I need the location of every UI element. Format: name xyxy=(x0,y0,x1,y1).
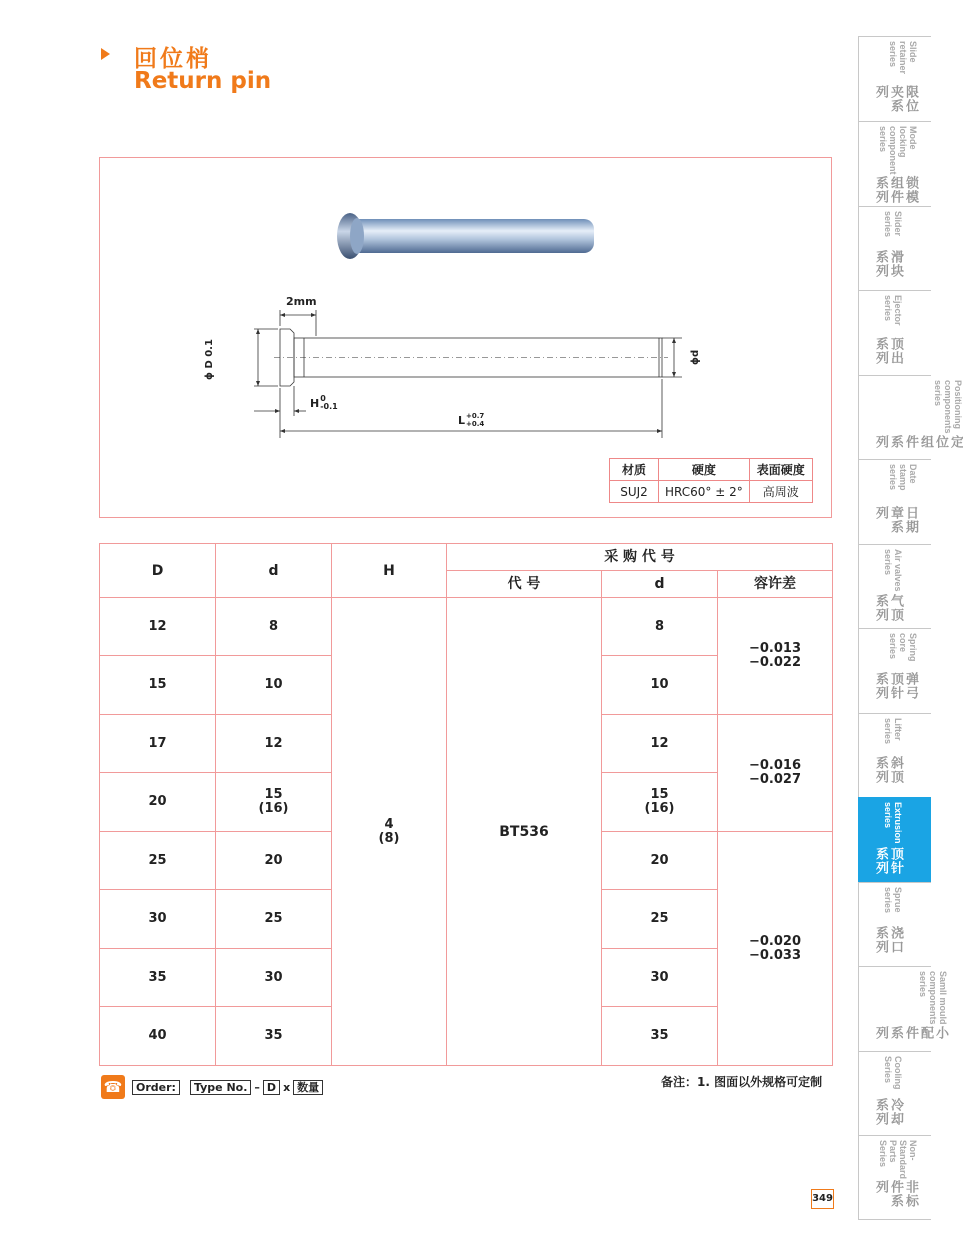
return-pin-photo xyxy=(336,212,601,260)
cell-tolerance: −0.013 −0.022 xyxy=(718,598,833,715)
nav-item-en: Date stamp series xyxy=(888,464,918,491)
nav-item-en: Extrusion series xyxy=(883,802,903,844)
page-title-cn: 回位梢 xyxy=(134,46,212,72)
table-row xyxy=(100,598,833,656)
nav-item-extrusion[interactable] xyxy=(858,797,931,882)
nav-item-en: Sprue series xyxy=(883,887,903,914)
nav-item-en: Positioning components series xyxy=(933,380,963,434)
cell-d: 30 xyxy=(216,949,332,1007)
material-header-cell: 表面硬度 xyxy=(749,459,812,481)
order-code-row xyxy=(101,1075,323,1099)
series-side-nav xyxy=(858,36,963,1220)
nav-item-en: Cooling Series xyxy=(883,1056,903,1090)
material-value-cell: HRC60° ± 2° xyxy=(659,481,750,503)
order-d: D xyxy=(263,1080,280,1095)
cell-d2: 30 xyxy=(602,949,718,1007)
cell-d: 10 xyxy=(216,656,332,715)
nav-item-cooling[interactable] xyxy=(858,1051,931,1135)
page-title-en: Return pin xyxy=(134,68,272,94)
material-header-cell: 材质 xyxy=(610,459,659,481)
nav-item-small-components[interactable] xyxy=(858,966,948,1051)
header-tolerance: 容许差 xyxy=(718,571,833,598)
nav-item-slider[interactable] xyxy=(858,206,931,290)
cell-H: 4 (8) xyxy=(332,598,447,1066)
nav-item-en: Spring core series xyxy=(888,633,918,662)
cell-D: 30 xyxy=(100,890,216,949)
spec-table xyxy=(99,543,833,1066)
nav-item-lifter[interactable] xyxy=(858,713,931,797)
dim-L-label xyxy=(458,412,484,428)
material-header-cell: 硬度 xyxy=(659,459,750,481)
cell-D: 17 xyxy=(100,715,216,773)
dim-H-lower: -0.1 xyxy=(320,402,338,411)
nav-item-cn: 顶针系列 xyxy=(873,846,903,875)
material-header-row xyxy=(610,459,813,481)
cell-tolerance: −0.020 −0.033 xyxy=(718,832,833,1066)
cell-d: 15 (16) xyxy=(216,773,332,832)
header-D: D xyxy=(100,544,216,598)
cell-D: 40 xyxy=(100,1007,216,1066)
nav-item-cn: 斜顶系列 xyxy=(873,756,903,785)
cell-tolerance: −0.016 −0.027 xyxy=(718,715,833,832)
nav-item-en: Slide retainer series xyxy=(888,41,918,75)
dim-d-label: ϕd xyxy=(690,349,701,365)
nav-item-positioning[interactable] xyxy=(858,375,963,459)
nav-item-spring-core[interactable] xyxy=(858,628,931,713)
nav-item-cn: 滑块系列 xyxy=(873,250,903,279)
cell-d2: 35 xyxy=(602,1007,718,1066)
dim-L-lower: +0.4 xyxy=(466,420,485,428)
order-label: Order: xyxy=(132,1080,180,1095)
header-code: 代 号 xyxy=(447,571,602,598)
cell-d2: 25 xyxy=(602,890,718,949)
nav-item-en: Slider series xyxy=(883,211,903,238)
nav-item-sprue[interactable] xyxy=(858,882,931,966)
nav-item-cn: 弹弓顶针系列 xyxy=(873,672,918,701)
material-value-cell: SUJ2 xyxy=(610,481,659,503)
cell-d2: 20 xyxy=(602,832,718,890)
nav-item-cn: 气顶系列 xyxy=(873,593,903,622)
cell-d2: 10 xyxy=(602,656,718,715)
nav-item-en: Lifter series xyxy=(883,718,903,745)
cell-d: 35 xyxy=(216,1007,332,1066)
cell-D: 25 xyxy=(100,832,216,890)
cell-D: 20 xyxy=(100,773,216,832)
cell-D: 12 xyxy=(100,598,216,656)
nav-item-cn: 冷却系列 xyxy=(873,1098,903,1127)
nav-item-en: Mode locking component series xyxy=(878,126,918,175)
nav-item-cn: 锁模组件系列 xyxy=(873,175,918,204)
dim-H-upper: 0 xyxy=(320,394,326,403)
page-number: 349 xyxy=(811,1189,834,1209)
nav-item-cn: 日期章系列 xyxy=(873,506,918,535)
cell-d: 25 xyxy=(216,890,332,949)
dim-2mm-label: 2mm xyxy=(286,295,317,308)
nav-item-cn: 顶出系列 xyxy=(873,336,903,365)
nav-item-cn: 限位夹系列 xyxy=(873,85,918,114)
cell-d: 12 xyxy=(216,715,332,773)
material-value-cell: 高周波 xyxy=(749,481,812,503)
cell-d2: 8 xyxy=(602,598,718,656)
order-x: x xyxy=(283,1080,291,1094)
dim-H-label xyxy=(310,395,338,411)
nav-item-air-valves[interactable] xyxy=(858,544,931,628)
nav-item-mode-locking[interactable] xyxy=(858,121,931,206)
order-dash: – xyxy=(254,1080,260,1094)
dim-H-symbol: H xyxy=(310,396,320,410)
order-quantity: 数量 xyxy=(293,1080,323,1095)
nav-item-cn: 小配件系列 xyxy=(873,1025,948,1040)
header-H: H xyxy=(332,544,447,598)
title-arrow-icon xyxy=(101,48,110,60)
material-table xyxy=(609,458,813,503)
nav-item-cn: 定位组件系列 xyxy=(873,434,963,449)
order-type-no: Type No. xyxy=(190,1080,251,1095)
cell-d: 8 xyxy=(216,598,332,656)
nav-item-slide-retainer[interactable] xyxy=(858,36,931,121)
nav-item-en: Samll mould components series xyxy=(918,971,948,1025)
dim-D-label: ϕ D 0.1 xyxy=(204,339,215,380)
dim-L-upper: +0.7 xyxy=(466,412,485,420)
remark-note: 备注：1. 图面以外规格可定制 xyxy=(661,1075,823,1089)
nav-item-ejector[interactable] xyxy=(858,290,931,375)
header-purchase-code: 采 购 代 号 xyxy=(447,544,833,571)
spec-header-row-1 xyxy=(100,544,833,571)
nav-item-en: Air valves series xyxy=(883,549,903,592)
phone-icon: ☎ xyxy=(101,1075,125,1099)
cell-code: BT536 xyxy=(447,598,602,1066)
header-d2: d xyxy=(602,571,718,598)
nav-item-en: Ejector series xyxy=(883,295,903,326)
figure-panel xyxy=(99,157,832,518)
technical-drawing xyxy=(234,288,674,438)
nav-item-date-stamp[interactable] xyxy=(858,459,931,544)
nav-item-cn: 浇口系列 xyxy=(873,926,903,955)
cell-D: 15 xyxy=(100,656,216,715)
cell-d2: 15 (16) xyxy=(602,773,718,832)
header-d: d xyxy=(216,544,332,598)
nav-item-en: Non-Standard Parts Series xyxy=(878,1140,918,1180)
dim-L-symbol: L xyxy=(458,413,466,427)
cell-d: 20 xyxy=(216,832,332,890)
cell-d2: 12 xyxy=(602,715,718,773)
nav-item-cn: 非标件系列 xyxy=(873,1180,918,1208)
cell-D: 35 xyxy=(100,949,216,1007)
material-value-row xyxy=(610,481,813,503)
nav-item-non-standard[interactable] xyxy=(858,1135,931,1220)
